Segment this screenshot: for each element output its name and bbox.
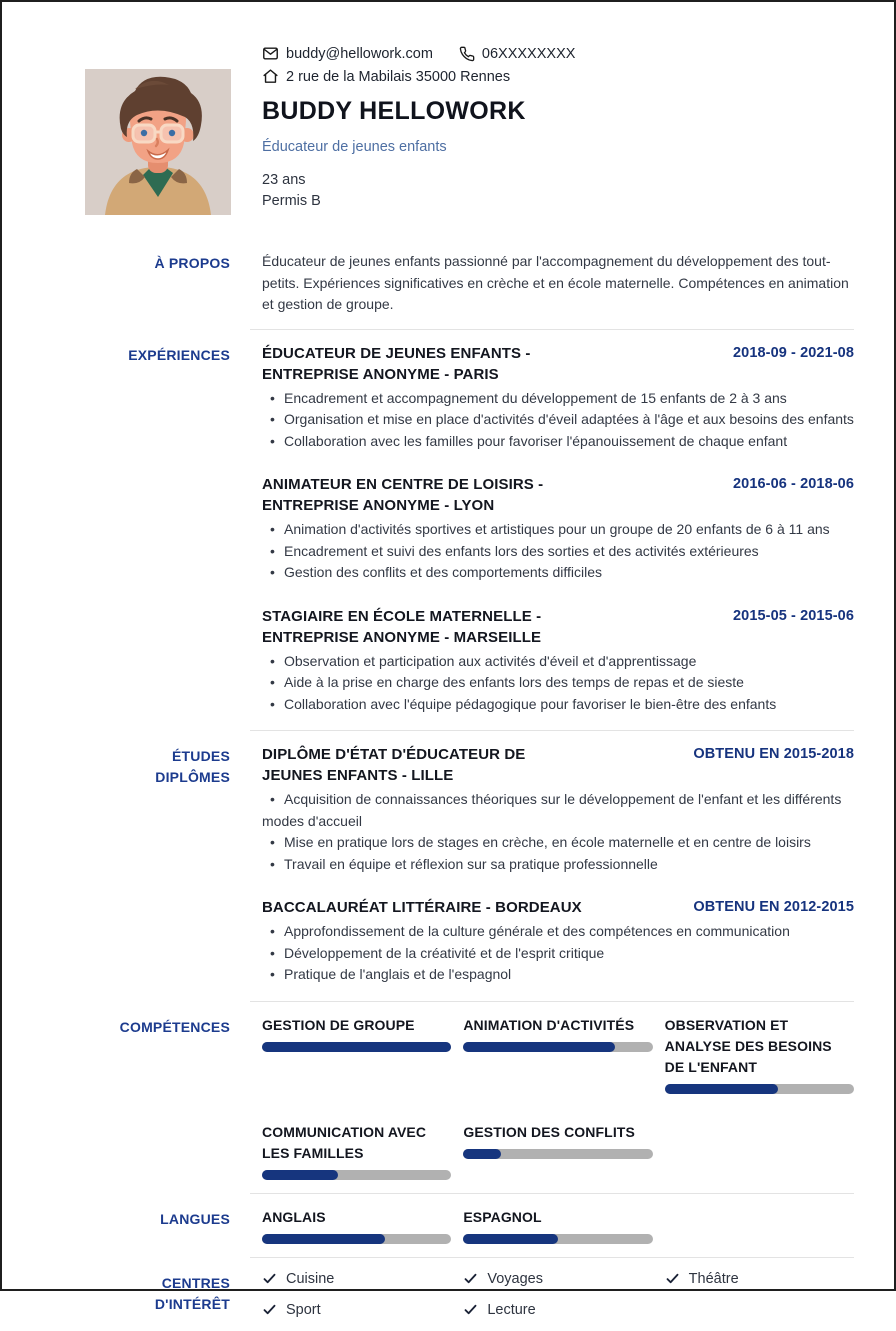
skill-item [463, 1015, 652, 1052]
skill-bar-fill [463, 1149, 501, 1159]
skill-name: ANIMATION D'ACTIVITÉS [463, 1016, 635, 1033]
bullet-item: • Collaboration avec l'équipe pédagogique pour favoriser le bien-être des enfants [262, 694, 854, 716]
avatar [85, 69, 231, 215]
experience-title: STAGIAIRE EN ÉCOLE MATERNELLE - ENTREPRISE ANONYME - MARSEILLE [262, 607, 542, 646]
interest-item: Lecture [463, 1302, 652, 1318]
interest-item: Sport [262, 1302, 451, 1318]
skill-name: OBSERVATION ET ANALYSE DES BESOINS DE L'ENFANT [664, 1016, 832, 1075]
bullet-item: • Gestion des conflits et des comportements difficiles [262, 562, 854, 584]
email-icon [262, 45, 279, 62]
check-icon [262, 1302, 277, 1317]
address-text: 2 rue de la Mabilais 35000 Rennes [286, 68, 511, 85]
sections [2, 238, 894, 1331]
education-entry [262, 897, 854, 986]
experience-entry-head [262, 606, 854, 648]
skill-bar-track [463, 1042, 652, 1052]
section-about [2, 238, 894, 329]
skill-bar-track [463, 1149, 652, 1159]
person-driving-license: Permis B [262, 193, 321, 209]
experience-title: ÉDUCATEUR DE JEUNES ENFANTS - ENTREPRISE ANONYME - PARIS [262, 344, 531, 383]
language-name: ESPAGNOL [463, 1208, 542, 1225]
section-skills [2, 1002, 894, 1193]
section-education [2, 731, 894, 1001]
languages-grid [262, 1207, 854, 1244]
phone-icon [459, 46, 475, 62]
experience-entry [262, 606, 854, 716]
education-date: OBTENU EN 2012-2015 [693, 899, 854, 915]
experience-entry [262, 343, 854, 453]
person-age: 23 ans [262, 172, 306, 188]
education-title: DIPLÔME D'ÉTAT D'ÉDUCATEUR DE JEUNES ENFANTS - LILLE [262, 746, 526, 784]
experience-bullets [262, 519, 854, 584]
skill-item [463, 1122, 652, 1159]
section-interests [2, 1258, 894, 1331]
bullet-item: • Observation et participation aux activités d'éveil et d'apprentissage [262, 651, 854, 673]
skill-bar-fill [262, 1042, 451, 1052]
person-job-title: Éducateur de jeunes enfants [262, 139, 447, 155]
experience-entry-head [262, 343, 854, 385]
experience-entry [262, 474, 854, 584]
education-bullets [262, 921, 854, 986]
person-meta [262, 170, 854, 212]
language-bar-track [463, 1234, 652, 1244]
section-experiences-label: EXPÉRIENCES [128, 346, 230, 363]
contact-line-1 [262, 45, 854, 62]
person-name: BUDDY HELLOWORK [262, 97, 526, 125]
contact-phone [459, 46, 576, 62]
education-entry-head [262, 744, 854, 786]
bullet-item: • Encadrement et accompagnement du développement de 15 enfants de 2 à 3 ans [262, 388, 854, 410]
experience-date: 2016-06 - 2018-06 [732, 476, 854, 492]
bullet-item: • Aide à la prise en charge des enfants lors des temps de repas et de sieste [262, 672, 854, 694]
section-interests-label: CENTRES D'INTÉRÊT [154, 1274, 230, 1312]
phone-text: 06XXXXXXXX [481, 45, 576, 62]
bullet-item: • Travail en équipe et réflexion sur sa pratique professionnelle [262, 854, 854, 876]
experience-bullets [262, 651, 854, 716]
contact-line-2 [262, 68, 854, 85]
language-bar-fill [463, 1234, 558, 1244]
interest-item: Théâtre [665, 1271, 854, 1287]
contact-email [262, 45, 433, 62]
contact-address [262, 68, 510, 85]
skills-grid [262, 1015, 854, 1180]
bullet-item: • Développement de la créativité et de l'esprit critique [262, 943, 854, 965]
language-bar-fill [262, 1234, 385, 1244]
experience-list [262, 343, 854, 718]
bullet-item: • Mise en pratique lors de stages en crèche, en école maternelle et en centre de loisirs [262, 832, 854, 854]
check-icon [665, 1271, 680, 1286]
skill-item [262, 1122, 451, 1180]
language-bar-track [262, 1234, 451, 1244]
check-icon [262, 1271, 277, 1286]
education-list [262, 744, 854, 988]
language-name: ANGLAIS [262, 1208, 326, 1225]
experience-entry-head [262, 474, 854, 516]
section-languages [2, 1194, 894, 1257]
section-education-label: ÉTUDES DIPLÔMES [155, 748, 230, 785]
check-icon [463, 1271, 478, 1286]
education-title: BACCALAURÉAT LITTÉRAIRE - BORDEAUX [262, 899, 582, 916]
skill-bar-track [262, 1042, 451, 1052]
interest-item: Cuisine [262, 1271, 451, 1287]
interest-item: Voyages [463, 1271, 652, 1287]
education-entry-head [262, 897, 854, 918]
skill-name: COMMUNICATION AVEC LES FAMILLES [262, 1123, 427, 1161]
about-text: Éducateur de jeunes enfants passionné par l'accompagnement du développement des tout-petits. Expériences significatives en crèche et en école maternelle. Compétences en animation et gestion de groupe. [262, 253, 849, 312]
bullet-item: • Collaboration avec les familles pour favoriser l'épanouissement de chaque enfant [262, 431, 854, 453]
experience-bullets [262, 388, 854, 453]
experience-title: ANIMATEUR EN CENTRE DE LOISIRS - ENTREPRISE ANONYME - LYON [262, 476, 544, 514]
bullet-item: • Acquisition de connaissances théoriques sur le développement de l'enfant et les différents modes d'accueil [262, 789, 854, 832]
skill-item [262, 1015, 451, 1052]
language-item [262, 1207, 451, 1244]
skill-item [665, 1015, 854, 1094]
section-skills-label: COMPÉTENCES [119, 1018, 230, 1035]
home-icon [262, 68, 279, 85]
skill-bar-track [262, 1170, 451, 1180]
skill-bar-track [665, 1084, 854, 1094]
interests-grid [262, 1271, 854, 1318]
language-item [463, 1207, 652, 1244]
skill-bar-fill [463, 1042, 614, 1052]
skill-name: GESTION DE GROUPE [262, 1016, 415, 1033]
experience-date: 2015-05 - 2015-06 [732, 607, 854, 624]
section-about-label: À PROPOS [154, 255, 230, 271]
check-icon [463, 1302, 478, 1317]
skill-name: GESTION DES CONFLITS [463, 1123, 635, 1140]
education-date: OBTENU EN 2015-2018 [693, 746, 854, 762]
experience-date: 2018-09 - 2021-08 [732, 344, 854, 361]
avatar-illustration [85, 69, 231, 215]
bullet-item: • Animation d'activités sportives et artistiques pour un groupe de 20 enfants de 6 à 11 ans [262, 519, 854, 541]
section-experiences [2, 330, 894, 731]
education-bullets [262, 789, 854, 875]
skill-bar-fill [262, 1170, 338, 1180]
education-entry [262, 744, 854, 875]
email-text: buddy@hellowork.com [286, 45, 433, 62]
bullet-item: • Encadrement et suivi des enfants lors des sorties et des activités extérieures [262, 541, 854, 563]
skill-bar-fill [665, 1084, 779, 1094]
bullet-item: • Pratique de l'anglais et de l'espagnol [262, 964, 854, 986]
bullet-item: • Organisation et mise en place d'activités d'éveil adaptées à l'âge et aux besoins des enfants [262, 409, 854, 431]
section-languages-label: LANGUES [160, 1210, 230, 1227]
bullet-item: • Approfondissement de la culture générale et des compétences en communication [262, 921, 854, 943]
